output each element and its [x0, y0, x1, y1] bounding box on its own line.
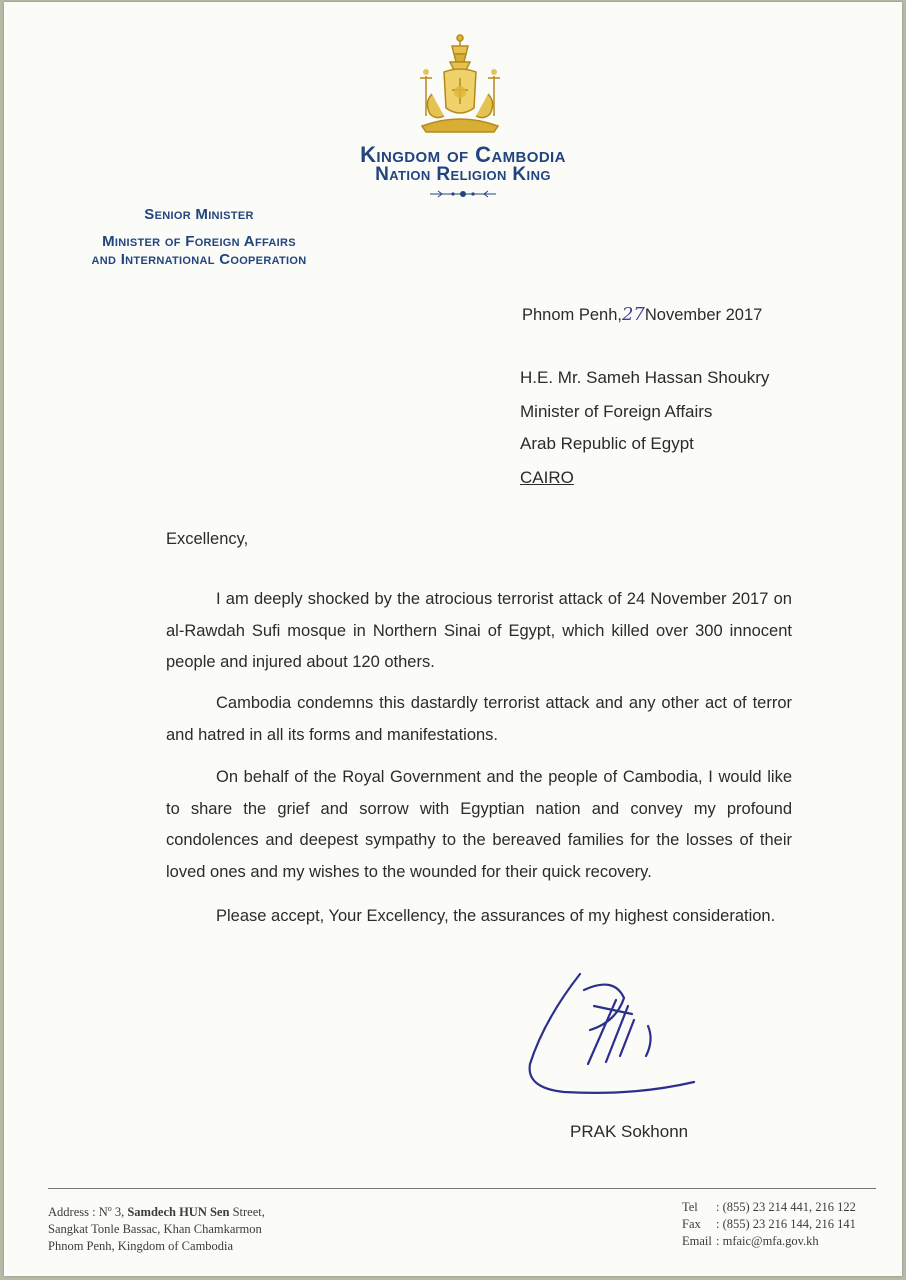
senior-minister-heading: Senior Minister — [144, 206, 254, 223]
footer-address: Address : $N^o$ 3, Samdech HUN Sen Street, Sangkat Tonle Bassac, Khan Chamkarmon Phnom Penh, Kingdom of Cambodia — [48, 1204, 265, 1254]
letter-date — [522, 304, 762, 325]
addressee-name: H.E. Mr. Sameh Hassan Shoukry — [520, 368, 770, 387]
date-month-year: November 2017 — [644, 306, 763, 324]
salutation: Excellency, — [166, 530, 249, 548]
body-paragraph: On behalf of the Royal Government and the people of Cambodia, I would like to share the grief and sorrow with Egyptian nation and convey my profound condolences and deepest sympathy to the bereaved families for the losses of their loved ones and my wishes to the wounded for their quick recovery. — [166, 768, 792, 881]
letter-page — [4, 2, 902, 1276]
footer-contacts — [682, 1199, 856, 1250]
ministry-heading-line2: and International Cooperation — [91, 251, 307, 268]
footer-tel: Tel : (855) 23 214 441, 216 122 — [682, 1200, 856, 1214]
addressee-title: Minister of Foreign Affairs — [520, 402, 713, 421]
body-paragraph: Please accept, Your Excellency, the assurances of my highest consideration. — [216, 907, 776, 925]
body-paragraph: Cambodia condemns this dastardly terrorist attack and any other act of terror and hatred in all its forms and manifestations. — [166, 694, 792, 744]
body-paragraph: I am deeply shocked by the atrocious terrorist attack of 24 November 2017 on al-Rawdah Sufi mosque in Northern Sinai of Egypt, which killed over 300 innocent people and injured about 120 others. — [166, 590, 792, 671]
addressee-city: CAIRO — [520, 468, 574, 487]
footer-divider — [48, 1188, 876, 1189]
footer-address-line3: Phnom Penh, Kingdom of Cambodia — [48, 1239, 234, 1254]
footer-fax: Fax : (855) 23 216 144, 216 141 — [682, 1217, 856, 1231]
addressee-country: Arab Republic of Egypt — [520, 434, 694, 453]
ornament-divider-icon — [428, 188, 498, 200]
date-day-handwritten: 27 — [621, 304, 645, 325]
handwritten-signature-icon — [524, 970, 704, 1100]
signer-name: PRAK Sokhonn — [570, 1122, 689, 1141]
ministry-heading-line1: Minister of Foreign Affairs — [102, 233, 296, 250]
royal-coat-of-arms-icon — [406, 32, 514, 136]
kingdom-heading: Kingdom of Cambodia — [360, 142, 566, 167]
date-place: Phnom Penh, — [522, 306, 622, 324]
footer-address-line2: Sangkat Tonle Bassac, Khan Chamkarmon — [48, 1222, 262, 1237]
motto-heading: Nation Religion King — [375, 164, 551, 185]
footer-email: Email : mfaic@mfa.gov.kh — [682, 1234, 819, 1248]
